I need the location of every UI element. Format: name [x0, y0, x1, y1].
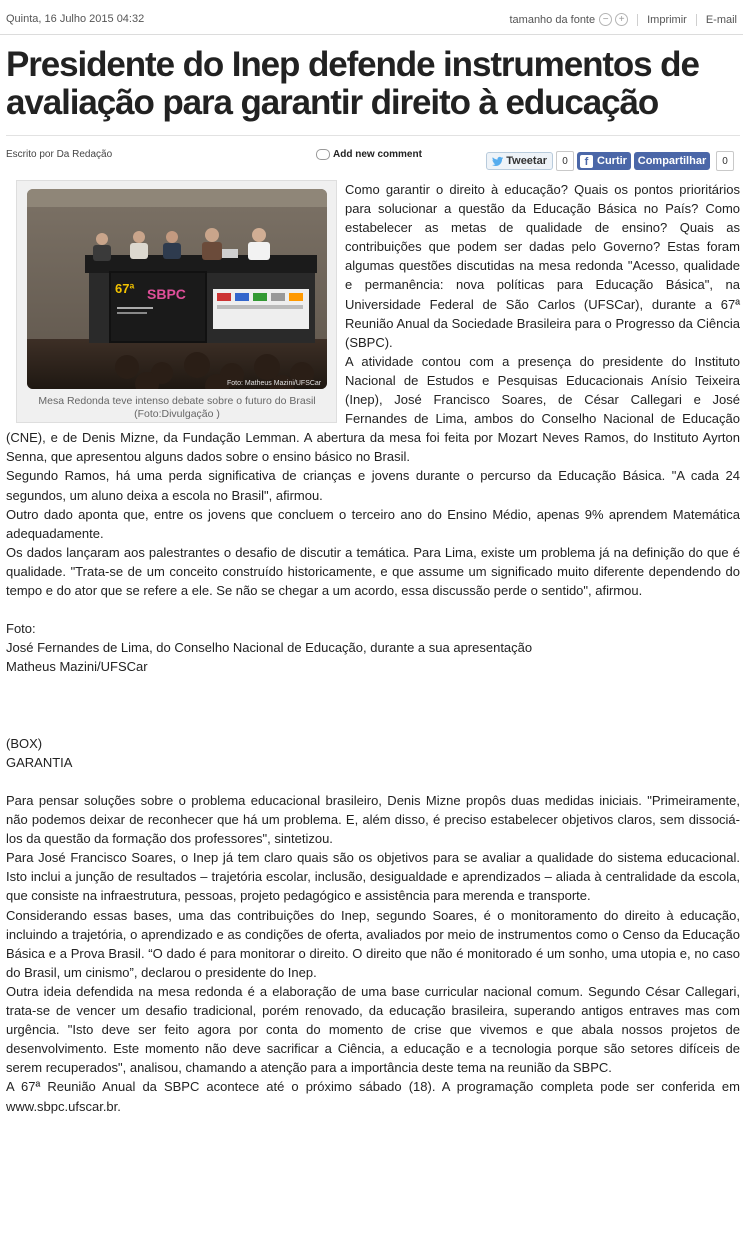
comment-bubble-icon: [316, 149, 330, 160]
box-marker: (BOX): [6, 735, 43, 751]
paragraph: Para José Francisco Soares, o Inep já tem claro quais são os objetivos para se avaliar a qualidade do sistema educacional. Isto inclui a junção de resultados – trajetória escolar, inclusão, desigualdade e aprendizados – aliada à centralidade da escola, que consiste na infraestrutura, pessoas, projeto pedagógico e assistência para merenda e transporte.: [6, 850, 740, 904]
tweet-label: Tweetar: [506, 155, 547, 167]
facebook-like-button[interactable]: [577, 152, 631, 170]
social-buttons: [486, 151, 734, 171]
font-size-label: tamanho da fonte: [509, 13, 596, 26]
article-title: Presidente do Inep defende instrumentos de avaliação para garantir direito à educação: [6, 45, 699, 122]
article-body: [6, 180, 740, 1116]
add-comment-link[interactable]: [316, 149, 422, 160]
title-divider: [6, 135, 740, 136]
increase-font-button[interactable]: +: [615, 13, 628, 26]
add-comment-label: Add new comment: [333, 149, 422, 160]
caption-credit: (Foto:Divulgação ): [134, 408, 220, 420]
like-label: Curtir: [597, 155, 627, 167]
facebook-icon: f: [580, 155, 593, 168]
photo-note-description: José Fernandes de Lima, do Conselho Nacional de Educação, durante a sua apresentação: [6, 640, 533, 656]
share-count: 0: [716, 151, 734, 171]
paragraph: Os dados lançaram aos palestrantes o desafio de discutir a temática. Para Lima, existe um problema já na definição do que é qualidade. "Trata-se de um conceito construído historicamente, e que assume um significado muito diferente dependendo do tempo e do ator que se refere a ele. Se não se chegar a um acordo, essa discussão perde o sentido", afirmou.: [6, 544, 740, 598]
facebook-share-button[interactable]: [634, 152, 710, 170]
article-tools: [509, 13, 737, 26]
box-heading: GARANTIA: [6, 754, 73, 770]
paragraph: Para pensar soluções sobre o problema educacional brasileiro, Denis Mizne propôs duas medidas iniciais. "Primeiramente, não podemos deixar de reconhecer que há um problema. E, além disso, é preciso estabelecer objetivos claros, sem dissociá-los da questão da formação dos professores", sintetizou.: [6, 793, 740, 847]
paragraph: A 67ª Reunião Anual da SBPC acontece até o próximo sábado (18). A programação completa pode ser conferida em www.sbpc.ufscar.br.: [6, 1079, 740, 1114]
divider: [696, 14, 697, 26]
article-toolbar: [0, 0, 743, 35]
tweet-button[interactable]: [486, 152, 553, 170]
tweet-count: 0: [556, 151, 574, 171]
paragraph: Outra ideia defendida na mesa redonda é a elaboração de uma base curricular nacional comum. Segundo César Callegari, trata-se de vencer um desafio tradicional, porém renovado, da educação brasileira, superando antigos entraves mas com urgência. "Isto deve ser feito agora por conta do momento de crise que vivemos e que abala nossos projetos de desenvolvimento. Este momento não deve sacrificar a Ciência, a educação e a tecnologia porque são setores difíceis de serem recuperados", analisou, chamando a atenção para a importância deste tema na reunião da SBPC.: [6, 983, 740, 1076]
share-label: Compartilhar: [637, 155, 707, 167]
print-link[interactable]: Imprimir: [647, 13, 687, 26]
paragraph: Segundo Ramos, há uma perda significativa de crianças e jovens durante o percurso da Educação Básica. "A cada 24 segundos, um aluno deixa a escola no Brasil", afirmou.: [6, 468, 740, 503]
twitter-bird-icon: [492, 156, 503, 167]
paragraph: Outro dado aponta que, entre os jovens que concluem o terceiro ano do Ensino Médio, apenas 9% aprendem Matemática adequadamente.: [6, 506, 740, 541]
author-line: Escrito por Da Redação: [6, 149, 113, 160]
publish-date: Quinta, 16 Julho 2015 04:32: [6, 13, 145, 25]
paragraph: Considerando essas bases, uma das contribuições do Inep, segundo Soares, é o monitoramento do direito à educação, incluindo a trajetória, o aprendizado e as condições de oferta, avaliados por meio de instrumentos como o Censo da Educação Básica e a Prova Brasil. “O dado é para monitorar o direito. O direito que não é monitorado é um sonho, uma utopia e, no caso do Brasil, um cinismo”, declarou o presidente do Inep.: [6, 907, 740, 980]
divider: [637, 14, 638, 26]
banner-number: 67ª: [115, 281, 135, 296]
banner-logo: SBPC: [147, 286, 186, 302]
paragraph: Como garantir o direito à educação? Quais os pontos prioritários para solucionar a questão da Educação Básica no País? Como estabelecer as metas de qualidade de ensino? Quais as contribuições que podem ser dadas pelo Governo? Estas foram algumas questões discutidas na mesa redonda "Acesso, qualidade e permanência: nova políticas para Educação Básica", na Universidade Federal de São Carlos (UFSCar), durante a 67ª Reunião Anual da Sociedade Brasileira para o Progresso da Ciência (SBPC).: [345, 182, 740, 350]
photo-note-credit: Matheus Mazini/UFSCar: [6, 659, 148, 675]
paragraph: A atividade contou com a presença do presidente do Instituto Nacional de Estudos e Pesquisas Educacionais Anísio Teixeira (Inep), José Francisco Soares, de César Callegari e José Fernandes de Lima, ambos do Conselho Nacional de Educação (CNE), e de Denis Mizne, da Fundação Lemman. A abertura da mesa foi feita por Mozart Neves Ramos, do Instituto Ayrton Senna, que apresentou alguns dados sobre o ensino básico no Brasil.: [6, 353, 740, 465]
photo-note-label: Foto:: [6, 621, 36, 637]
caption-line: Mesa Redonda teve intenso debate sobre o futuro do Brasil: [38, 395, 316, 407]
email-link[interactable]: E-mail: [705, 13, 737, 26]
photo-credit: Foto: Matheus Mazini/UFSCar: [227, 380, 322, 387]
decrease-font-button[interactable]: −: [599, 13, 612, 26]
